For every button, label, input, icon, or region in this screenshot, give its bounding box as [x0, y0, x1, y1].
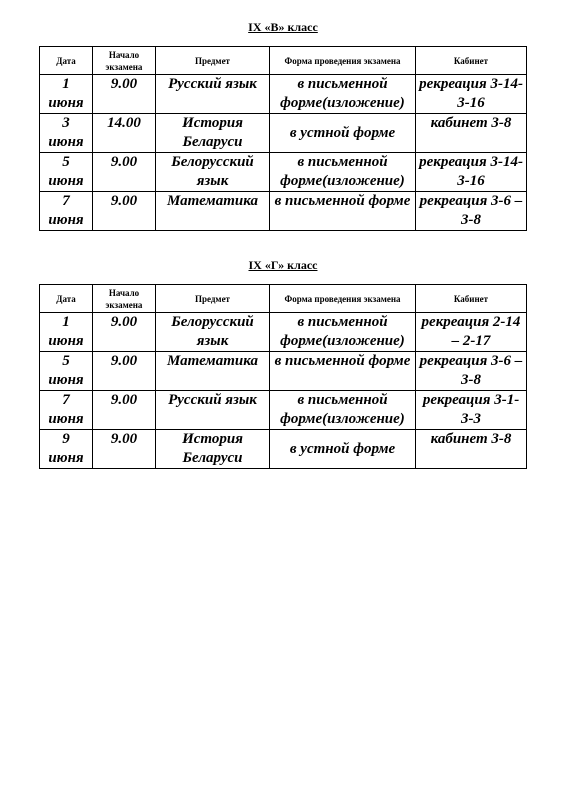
cell-exam-form: в устной форме [270, 114, 416, 153]
header-start-time: Начало экзамена [93, 47, 156, 75]
date-month: июня [48, 173, 84, 189]
cell-date [40, 114, 93, 153]
date-day: 7 [62, 193, 70, 209]
cell-room: рекреация 3-6 – 3-8 [416, 352, 527, 391]
cell-start-time: 9.00 [93, 192, 156, 231]
cell-date [40, 192, 93, 231]
cell-start-time: 9.00 [93, 430, 156, 469]
header-exam-form: Форма проведения экзамена [270, 285, 416, 313]
cell-exam-form: в письменной форме(изложение) [270, 75, 416, 114]
cell-start-time: 14.00 [93, 114, 156, 153]
table-row [40, 114, 527, 153]
cell-start-time: 9.00 [93, 75, 156, 114]
cell-date [40, 391, 93, 430]
table-row [40, 192, 527, 231]
header-subject: Предмет [156, 47, 270, 75]
cell-room: кабинет 3-8 [416, 430, 527, 469]
table-row [40, 313, 527, 352]
section-title-9g: IX «Г» класс [248, 258, 318, 272]
date-month: июня [48, 450, 84, 466]
cell-subject: История Беларуси [156, 430, 270, 469]
cell-exam-form: в письменной форме(изложение) [270, 153, 416, 192]
cell-room: рекреация 3-14-3-16 [416, 153, 527, 192]
cell-start-time: 9.00 [93, 352, 156, 391]
header-start-time: Начало экзамена [93, 285, 156, 313]
cell-subject: История Беларуси [156, 114, 270, 153]
cell-date [40, 313, 93, 352]
cell-room: рекреация 3-1-3-3 [416, 391, 527, 430]
date-month: июня [48, 333, 84, 349]
cell-start-time: 9.00 [93, 153, 156, 192]
cell-exam-form: в письменной форме(изложение) [270, 313, 416, 352]
cell-room: рекреация 3-14-3-16 [416, 75, 527, 114]
cell-date [40, 75, 93, 114]
cell-subject: Белорусский язык [156, 313, 270, 352]
cell-subject: Белорусский язык [156, 153, 270, 192]
header-room: Кабинет [416, 285, 527, 313]
header-room: Кабинет [416, 47, 527, 75]
cell-room: кабинет 3-8 [416, 114, 527, 153]
cell-subject: Математика [156, 352, 270, 391]
table-header-row [40, 285, 527, 313]
date-day: 1 [62, 314, 70, 330]
cell-exam-form: в устной форме [270, 430, 416, 469]
date-day: 1 [62, 76, 70, 92]
cell-start-time: 9.00 [93, 313, 156, 352]
cell-exam-form: в письменной форме [270, 352, 416, 391]
table-row [40, 391, 527, 430]
cell-exam-form: в письменной форме [270, 192, 416, 231]
cell-room: рекреация 2-14 – 2-17 [416, 313, 527, 352]
header-date: Дата [40, 47, 93, 75]
table-row [40, 75, 527, 114]
header-subject: Предмет [156, 285, 270, 313]
date-day: 5 [62, 353, 70, 369]
date-month: июня [48, 411, 84, 427]
date-month: июня [48, 95, 84, 111]
date-day: 9 [62, 431, 70, 447]
date-day: 5 [62, 154, 70, 170]
cell-room: рекреация 3-6 – 3-8 [416, 192, 527, 231]
cell-exam-form: в письменной форме(изложение) [270, 391, 416, 430]
cell-date [40, 430, 93, 469]
date-month: июня [48, 134, 84, 150]
cell-subject: Русский язык [156, 75, 270, 114]
table-row [40, 430, 527, 469]
cell-subject: Математика [156, 192, 270, 231]
cell-date [40, 352, 93, 391]
cell-subject: Русский язык [156, 391, 270, 430]
table-header-row [40, 47, 527, 75]
cell-date [40, 153, 93, 192]
date-month: июня [48, 212, 84, 228]
header-date: Дата [40, 285, 93, 313]
date-month: июня [48, 372, 84, 388]
date-day: 3 [62, 115, 70, 131]
date-day: 7 [62, 392, 70, 408]
table-row [40, 153, 527, 192]
exam-schedule-table-9g [39, 284, 527, 469]
cell-start-time: 9.00 [93, 391, 156, 430]
table-row [40, 352, 527, 391]
header-exam-form: Форма проведения экзамена [270, 47, 416, 75]
section-title-9b: IX «В» класс [248, 20, 318, 34]
exam-schedule-table-9b [39, 46, 527, 231]
